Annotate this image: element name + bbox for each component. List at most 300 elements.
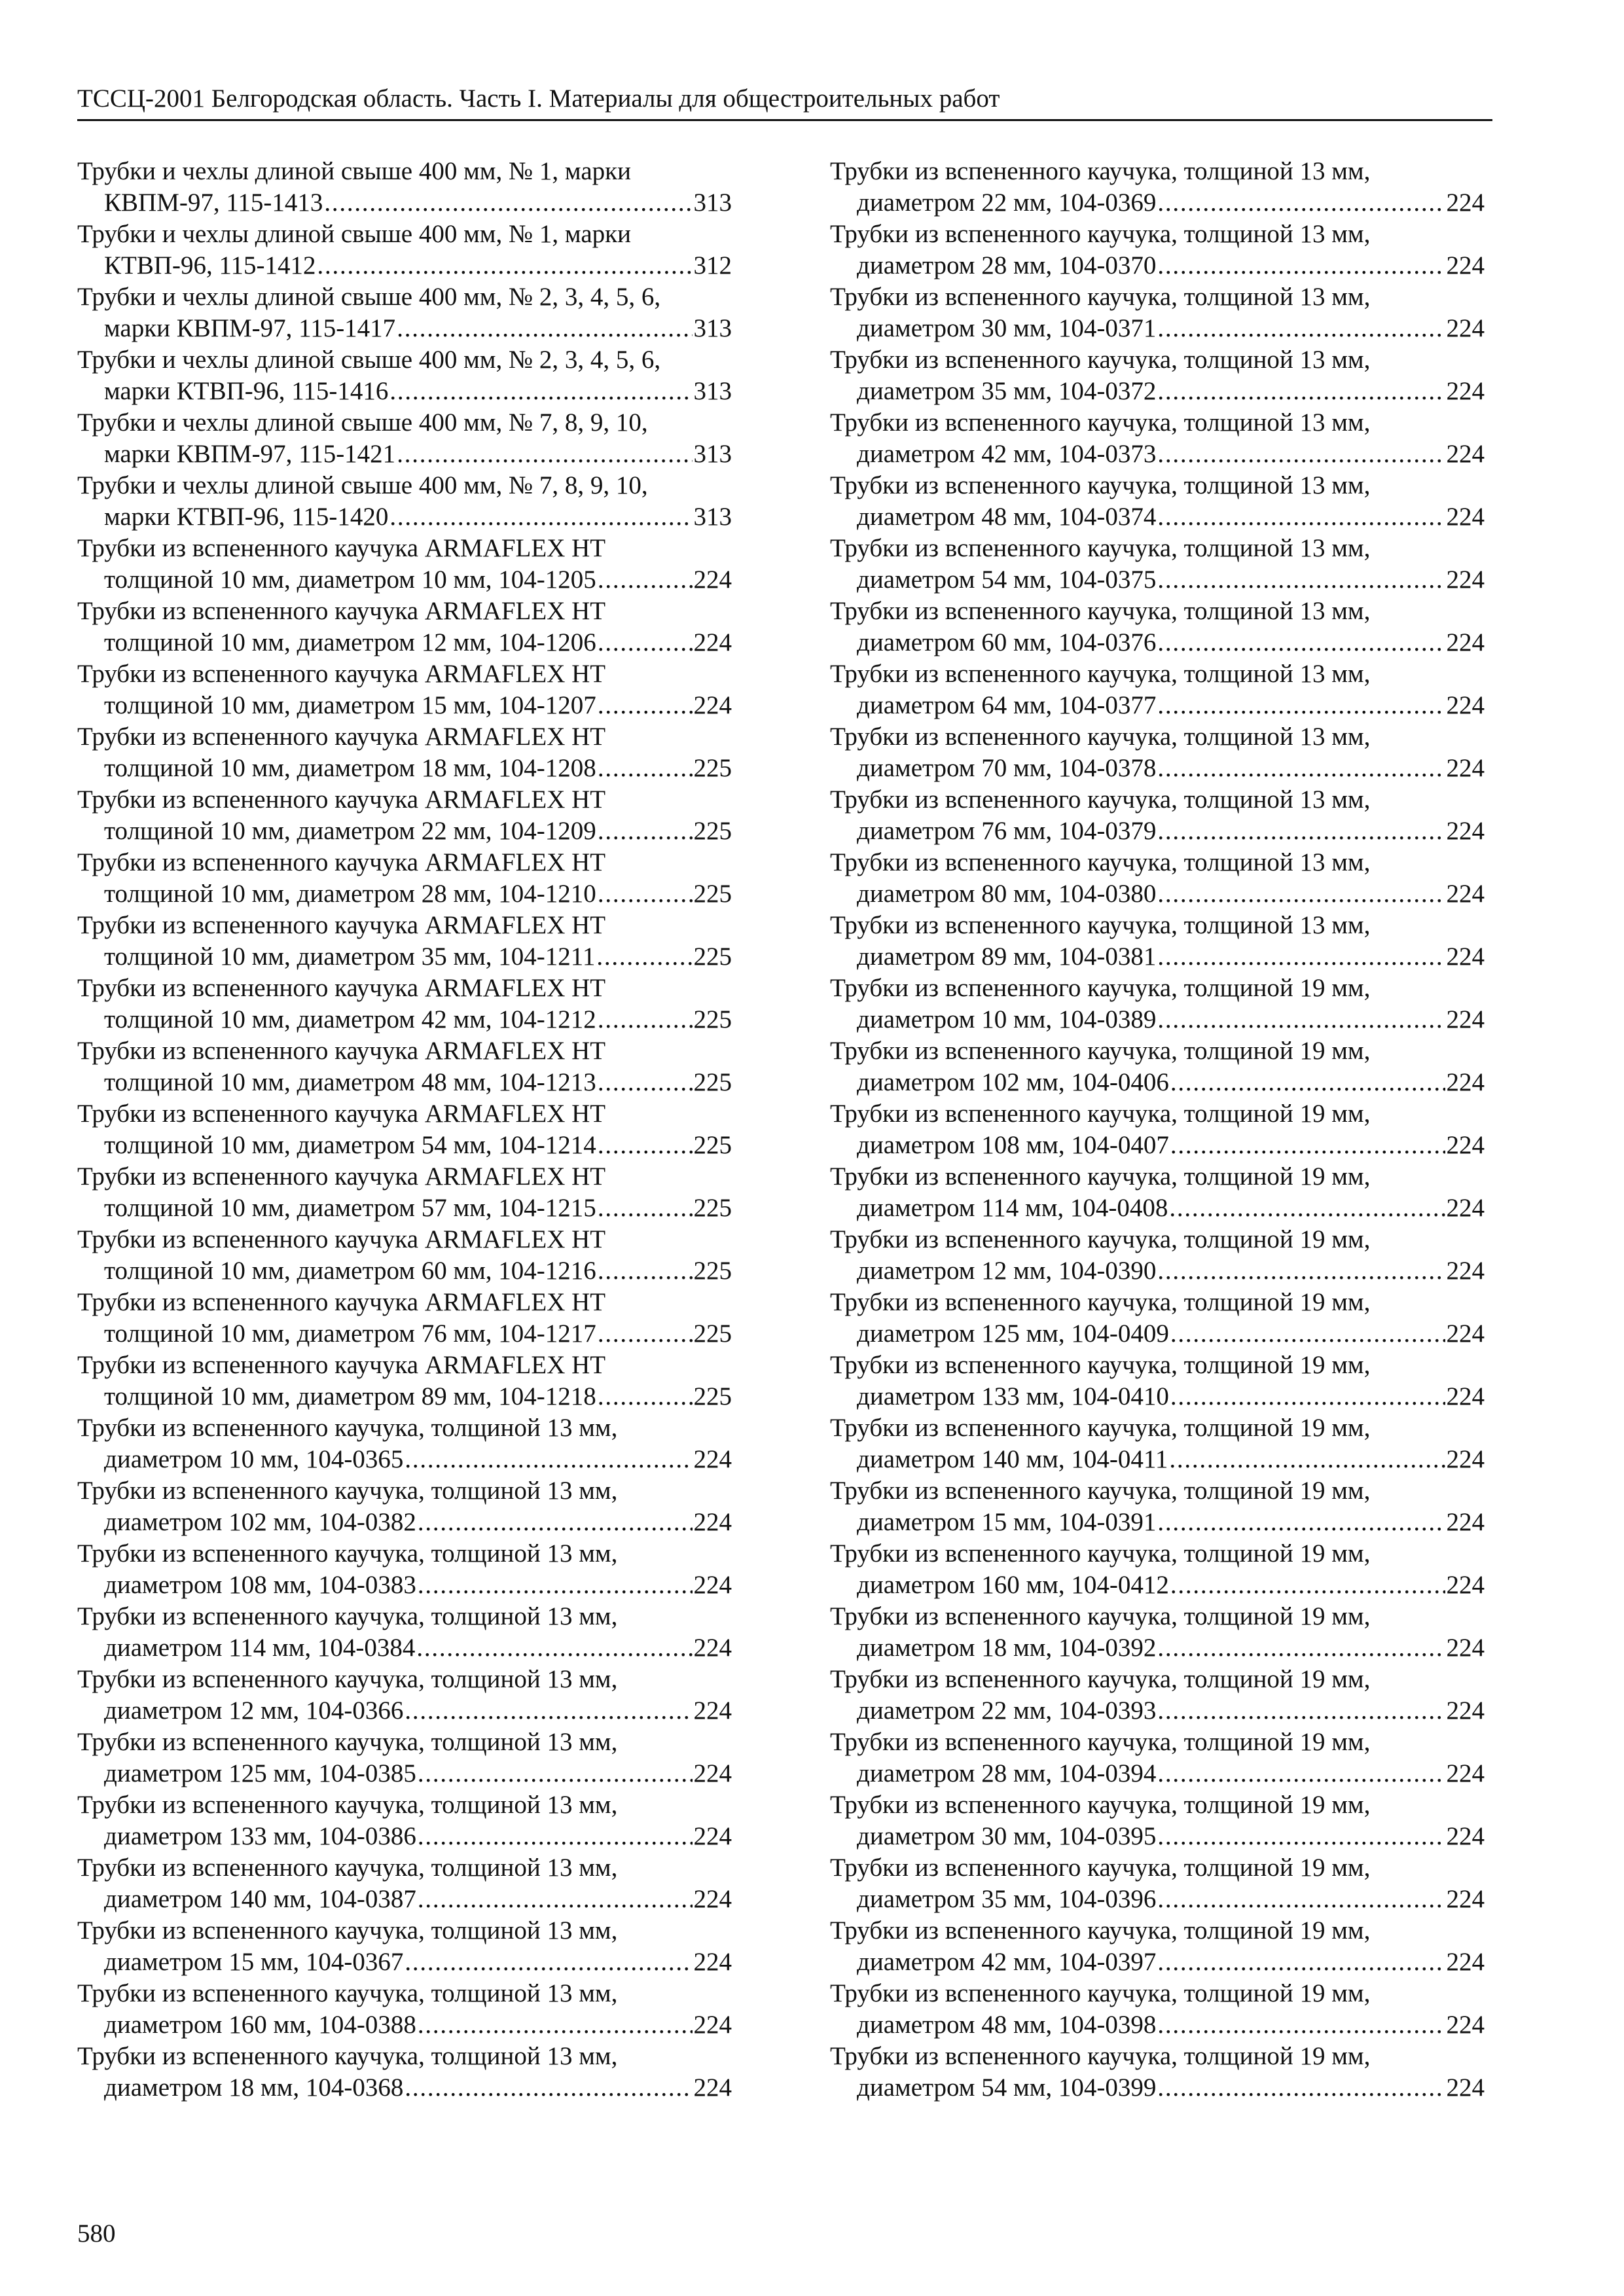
dot-leader xyxy=(1157,816,1445,847)
entry-continuation xyxy=(830,1255,1485,1287)
entry-code: марки КВПМ-97, 115-1417 xyxy=(104,314,396,342)
entry-title: Трубки из вспененного каучука ARMAFLEX HT xyxy=(77,1162,606,1191)
entry-code: диаметром 140 мм, 104-0387 xyxy=(104,1885,416,1913)
entry-title: Трубки из вспененного каучука, толщиной 13 мм, xyxy=(77,2042,618,2070)
entry-page-ref: 224 xyxy=(693,1445,732,1473)
entry-page-ref: 224 xyxy=(1446,1445,1485,1473)
index-entry xyxy=(77,1664,732,1727)
entry-code: диаметром 64 мм, 104-0377 xyxy=(857,691,1157,719)
dot-leader xyxy=(598,1067,693,1098)
entry-page-ref: 224 xyxy=(1446,1948,1485,1976)
index-entry xyxy=(830,219,1485,281)
entry-title: Трубки из вспененного каучука, толщиной 13 мм, xyxy=(830,220,1371,248)
entry-continuation xyxy=(77,187,732,219)
entry-code: толщиной 10 мм, диаметром 60 мм, 104-1216 xyxy=(104,1257,596,1285)
dot-leader xyxy=(1157,1255,1445,1287)
entry-continuation xyxy=(77,1381,732,1412)
entry-title: Трубки из вспененного каучука ARMAFLEX HT xyxy=(77,974,606,1002)
entry-code: КВПМ-97, 115-1413 xyxy=(104,188,323,217)
entry-continuation xyxy=(830,878,1485,910)
entry-continuation xyxy=(77,376,732,407)
entry-page-ref: 224 xyxy=(1446,377,1485,405)
entry-title: Трубки из вспененного каучука ARMAFLEX HT xyxy=(77,1037,606,1065)
entry-page-ref: 224 xyxy=(1446,1696,1485,1725)
entry-title: Трубки из вспененного каучука ARMAFLEX HT xyxy=(77,660,606,688)
index-entry xyxy=(830,658,1485,721)
index-entry xyxy=(77,1098,732,1161)
dot-leader xyxy=(1170,1130,1445,1161)
entry-page-ref: 224 xyxy=(1446,1759,1485,1787)
entry-page-ref: 224 xyxy=(693,1508,732,1536)
entry-title: Трубки из вспененного каучука, толщиной 13 мм, xyxy=(77,1791,618,1819)
entry-title: Трубки из вспененного каучука, толщиной 13 мм, xyxy=(77,1728,618,1756)
index-entry xyxy=(830,596,1485,658)
dot-leader xyxy=(1170,1381,1445,1412)
index-entry xyxy=(77,784,732,847)
entry-continuation xyxy=(830,690,1485,721)
index-entry xyxy=(830,1035,1485,1098)
entry-continuation xyxy=(77,439,732,470)
entry-page-ref: 224 xyxy=(1446,1068,1485,1096)
entry-continuation xyxy=(830,376,1485,407)
page-number: 580 xyxy=(77,2219,116,2248)
index-entry xyxy=(830,533,1485,596)
entry-continuation xyxy=(77,1193,732,1224)
index-entry xyxy=(830,1789,1485,1852)
entry-code: толщиной 10 мм, диаметром 15 мм, 104-1207 xyxy=(104,691,596,719)
entry-page-ref: 224 xyxy=(1446,1822,1485,1850)
entry-continuation xyxy=(830,1318,1485,1350)
entry-continuation xyxy=(77,1946,732,1978)
entry-page-ref: 224 xyxy=(693,2073,732,2102)
entry-page-ref: 313 xyxy=(693,503,732,531)
entry-code: диаметром 28 мм, 104-0394 xyxy=(857,1759,1157,1787)
index-entry xyxy=(77,1538,732,1601)
entry-title: Трубки из вспененного каучука, толщиной 13 мм, xyxy=(830,471,1371,499)
index-entry xyxy=(77,533,732,596)
entry-code: марки КВПМ-97, 115-1421 xyxy=(104,440,396,468)
entry-title: Трубки из вспененного каучука, толщиной 13 мм, xyxy=(830,534,1371,562)
entry-page-ref: 224 xyxy=(1446,503,1485,531)
entry-page-ref: 224 xyxy=(1446,1005,1485,1033)
entry-code: диаметром 60 мм, 104-0376 xyxy=(857,628,1157,656)
dot-leader xyxy=(1157,878,1445,910)
dot-leader xyxy=(598,878,693,910)
entry-code: диаметром 133 мм, 104-0410 xyxy=(857,1382,1169,1410)
entry-code: диаметром 18 мм, 104-0392 xyxy=(857,1634,1157,1662)
entry-title: Трубки из вспененного каучука, толщиной 19 мм, xyxy=(830,1414,1371,1442)
entry-title: Трубки и чехлы длиной свыше 400 мм, № 2, 3, 4, 5, 6, xyxy=(77,346,661,374)
entry-continuation xyxy=(77,1067,732,1098)
entry-code: толщиной 10 мм, диаметром 22 мм, 104-1209 xyxy=(104,817,596,845)
dot-leader xyxy=(598,816,693,847)
dot-leader xyxy=(418,1507,693,1538)
dot-leader xyxy=(598,564,693,596)
entry-code: толщиной 10 мм, диаметром 89 мм, 104-1218 xyxy=(104,1382,596,1410)
index-entry xyxy=(830,1664,1485,1727)
entry-code: диаметром 12 мм, 104-0366 xyxy=(104,1696,404,1725)
entry-page-ref: 225 xyxy=(693,817,732,845)
entry-code: диаметром 160 мм, 104-0388 xyxy=(104,2011,416,2039)
entry-continuation xyxy=(830,1884,1485,1915)
dot-leader xyxy=(1157,1758,1445,1789)
entry-code: диаметром 89 мм, 104-0381 xyxy=(857,942,1157,971)
entry-page-ref: 225 xyxy=(693,754,732,782)
entry-code: диаметром 30 мм, 104-0371 xyxy=(857,314,1157,342)
dot-leader xyxy=(598,1255,693,1287)
entry-continuation xyxy=(77,564,732,596)
dot-leader xyxy=(1157,564,1445,596)
dot-leader xyxy=(317,250,693,281)
entry-code: диаметром 35 мм, 104-0396 xyxy=(857,1885,1157,1913)
entry-code: диаметром 12 мм, 104-0390 xyxy=(857,1257,1157,1285)
entry-code: диаметром 70 мм, 104-0378 xyxy=(857,754,1157,782)
index-entry xyxy=(830,470,1485,533)
dot-leader xyxy=(598,753,693,784)
dot-leader xyxy=(1157,627,1445,658)
entry-page-ref: 224 xyxy=(1446,691,1485,719)
entry-title: Трубки и чехлы длиной свыше 400 мм, № 7, 8, 9, 10, xyxy=(77,408,648,437)
entry-page-ref: 224 xyxy=(693,1634,732,1662)
entry-page-ref: 224 xyxy=(1446,1257,1485,1285)
dot-leader xyxy=(405,1946,692,1978)
entry-title: Трубки из вспененного каучука, толщиной 13 мм, xyxy=(77,1665,618,1693)
entry-continuation xyxy=(77,1004,732,1035)
entry-page-ref: 224 xyxy=(693,1885,732,1913)
entry-code: диаметром 54 мм, 104-0375 xyxy=(857,565,1157,594)
entry-title: Трубки из вспененного каучука, толщиной 13 мм, xyxy=(830,157,1371,185)
entry-code: диаметром 22 мм, 104-0369 xyxy=(857,188,1157,217)
index-entry xyxy=(830,1098,1485,1161)
dot-leader xyxy=(1170,1067,1445,1098)
index-entry xyxy=(830,1350,1485,1412)
entry-page-ref: 225 xyxy=(693,1131,732,1159)
dot-leader xyxy=(1169,1444,1445,1475)
entry-page-ref: 224 xyxy=(1446,2073,1485,2102)
index-entry xyxy=(830,721,1485,784)
entry-continuation xyxy=(830,1004,1485,1035)
entry-page-ref: 312 xyxy=(693,251,732,279)
index-entry xyxy=(77,847,732,910)
index-entry xyxy=(830,1601,1485,1664)
entry-code: толщиной 10 мм, диаметром 76 мм, 104-1217 xyxy=(104,1319,596,1348)
entry-continuation xyxy=(77,816,732,847)
entry-continuation xyxy=(77,2009,732,2041)
entry-continuation xyxy=(830,753,1485,784)
entry-page-ref: 224 xyxy=(1446,188,1485,217)
entry-title: Трубки из вспененного каучука, толщиной 19 мм, xyxy=(830,1100,1371,1128)
entry-title: Трубки и чехлы длиной свыше 400 мм, № 1, марки xyxy=(77,157,631,185)
entry-continuation xyxy=(830,1632,1485,1664)
index-entry xyxy=(830,407,1485,470)
index-entry xyxy=(77,658,732,721)
index-entry xyxy=(830,1287,1485,1350)
index-entry xyxy=(77,1727,732,1789)
entry-title: Трубки из вспененного каучука, толщиной 19 мм, xyxy=(830,1539,1371,1568)
dot-leader xyxy=(416,1632,692,1664)
entry-continuation xyxy=(830,439,1485,470)
index-entry xyxy=(77,1601,732,1664)
entry-page-ref: 224 xyxy=(1446,251,1485,279)
entry-page-ref: 224 xyxy=(693,1822,732,1850)
index-entry xyxy=(77,1412,732,1475)
index-entry xyxy=(77,344,732,407)
entry-continuation xyxy=(830,187,1485,219)
dot-leader xyxy=(1157,2072,1445,2104)
entry-continuation xyxy=(830,1946,1485,1978)
dot-leader xyxy=(598,627,693,658)
index-entry xyxy=(77,407,732,470)
index-entry xyxy=(830,1727,1485,1789)
entry-page-ref: 224 xyxy=(1446,314,1485,342)
entry-title: Трубки из вспененного каучука ARMAFLEX HT xyxy=(77,534,606,562)
dot-leader xyxy=(1157,1946,1445,1978)
dot-leader xyxy=(1157,753,1445,784)
entry-page-ref: 224 xyxy=(693,1759,732,1787)
entry-title: Трубки и чехлы длиной свыше 400 мм, № 2, 3, 4, 5, 6, xyxy=(77,283,661,311)
entry-continuation xyxy=(77,1821,732,1852)
entry-code: диаметром 30 мм, 104-0395 xyxy=(857,1822,1157,1850)
dot-leader xyxy=(598,1318,693,1350)
entry-page-ref: 224 xyxy=(1446,1194,1485,1222)
index-entry xyxy=(830,156,1485,219)
dot-leader xyxy=(418,2009,693,2041)
entry-title: Трубки из вспененного каучука, толщиной 13 мм, xyxy=(77,1477,618,1505)
index-entry xyxy=(830,1978,1485,2041)
entry-page-ref: 224 xyxy=(1446,942,1485,971)
running-header: ТССЦ-2001 Белгородская область. Часть I. Материалы для общестроительных работ xyxy=(77,84,1000,113)
entry-title: Трубки из вспененного каучука, толщиной 19 мм, xyxy=(830,1477,1371,1505)
index-entry xyxy=(77,910,732,973)
index-entry xyxy=(830,1161,1485,1224)
entry-continuation xyxy=(830,1381,1485,1412)
entry-page-ref: 225 xyxy=(693,880,732,908)
dot-leader xyxy=(1157,313,1445,344)
index-entry xyxy=(830,1412,1485,1475)
entry-continuation xyxy=(830,1821,1485,1852)
entry-code: толщиной 10 мм, диаметром 57 мм, 104-1215 xyxy=(104,1194,596,1222)
entry-page-ref: 224 xyxy=(1446,817,1485,845)
entry-page-ref: 224 xyxy=(1446,1634,1485,1662)
entry-page-ref: 224 xyxy=(693,1571,732,1599)
entry-title: Трубки из вспененного каучука, толщиной 19 мм, xyxy=(830,1602,1371,1630)
entry-continuation xyxy=(77,878,732,910)
dot-leader xyxy=(1157,1507,1445,1538)
entry-title: Трубки из вспененного каучука ARMAFLEX HT xyxy=(77,597,606,625)
index-entry xyxy=(830,910,1485,973)
entry-page-ref: 224 xyxy=(1446,1508,1485,1536)
header-rule xyxy=(77,119,1492,121)
entry-title: Трубки из вспененного каучука ARMAFLEX HT xyxy=(77,1351,606,1379)
dot-leader xyxy=(405,2072,692,2104)
entry-title: Трубки из вспененного каучука, толщиной 13 мм, xyxy=(830,597,1371,625)
entry-title: Трубки из вспененного каучука, толщиной 19 мм, xyxy=(830,974,1371,1002)
index-column-right xyxy=(830,156,1485,2104)
entry-page-ref: 313 xyxy=(693,377,732,405)
index-entry xyxy=(77,1978,732,2041)
dot-leader xyxy=(1157,250,1445,281)
entry-continuation xyxy=(830,1695,1485,1727)
entry-code: толщиной 10 мм, диаметром 18 мм, 104-1208 xyxy=(104,754,596,782)
entry-title: Трубки из вспененного каучука, толщиной 19 мм, xyxy=(830,1854,1371,1882)
index-entry xyxy=(830,784,1485,847)
index-entry xyxy=(830,1475,1485,1538)
dot-leader xyxy=(418,1758,693,1789)
entry-page-ref: 224 xyxy=(693,565,732,594)
entry-title: Трубки и чехлы длиной свыше 400 мм, № 7, 8, 9, 10, xyxy=(77,471,648,499)
entry-code: толщиной 10 мм, диаметром 42 мм, 104-1212 xyxy=(104,1005,596,1033)
entry-continuation xyxy=(77,1884,732,1915)
entry-page-ref: 313 xyxy=(693,314,732,342)
dot-leader xyxy=(1157,187,1445,219)
dot-leader xyxy=(418,1570,693,1601)
entry-code: диаметром 54 мм, 104-0399 xyxy=(857,2073,1157,2102)
entry-title: Трубки из вспененного каучука ARMAFLEX HT xyxy=(77,785,606,814)
entry-code: диаметром 22 мм, 104-0393 xyxy=(857,1696,1157,1725)
entry-page-ref: 224 xyxy=(693,1948,732,1976)
dot-leader xyxy=(324,187,692,219)
entry-title: Трубки из вспененного каучука, толщиной 19 мм, xyxy=(830,1665,1371,1693)
entry-title: Трубки из вспененного каучука ARMAFLEX HT xyxy=(77,1100,606,1128)
entry-continuation xyxy=(77,313,732,344)
entry-code: диаметром 114 мм, 104-0384 xyxy=(104,1634,416,1662)
dot-leader xyxy=(1157,1695,1445,1727)
entry-code: диаметром 76 мм, 104-0379 xyxy=(857,817,1157,845)
entry-code: диаметром 133 мм, 104-0386 xyxy=(104,1822,416,1850)
entry-continuation xyxy=(77,1130,732,1161)
entry-continuation xyxy=(77,501,732,533)
entry-continuation xyxy=(830,2009,1485,2041)
entry-title: Трубки из вспененного каучука ARMAFLEX HT xyxy=(77,1225,606,1253)
entry-page-ref: 225 xyxy=(693,1319,732,1348)
index-entry xyxy=(830,2041,1485,2104)
entry-title: Трубки из вспененного каучука, толщиной 13 мм, xyxy=(77,1539,618,1568)
index-entry xyxy=(77,156,732,219)
dot-leader xyxy=(598,1381,693,1412)
entry-continuation xyxy=(830,941,1485,973)
index-entry xyxy=(77,281,732,344)
entry-page-ref: 225 xyxy=(693,1005,732,1033)
entry-title: Трубки из вспененного каучука ARMAFLEX HT xyxy=(77,1288,606,1316)
index-entry xyxy=(77,1789,732,1852)
index-entry xyxy=(830,1538,1485,1601)
entry-title: Трубки из вспененного каучука, толщиной 19 мм, xyxy=(830,2042,1371,2070)
entry-title: Трубки из вспененного каучука, толщиной 13 мм, xyxy=(830,723,1371,751)
entry-code: диаметром 28 мм, 104-0370 xyxy=(857,251,1157,279)
entry-continuation xyxy=(830,313,1485,344)
entry-page-ref: 313 xyxy=(693,440,732,468)
entry-page-ref: 224 xyxy=(1446,880,1485,908)
entry-code: диаметром 48 мм, 104-0374 xyxy=(857,503,1157,531)
entry-code: толщиной 10 мм, диаметром 10 мм, 104-1205 xyxy=(104,565,596,594)
entry-page-ref: 224 xyxy=(1446,1571,1485,1599)
entry-continuation xyxy=(830,2072,1485,2104)
entry-continuation xyxy=(77,627,732,658)
dot-leader xyxy=(1169,1193,1445,1224)
index-entry xyxy=(830,973,1485,1035)
entry-title: Трубки из вспененного каучука, толщиной 19 мм, xyxy=(830,1791,1371,1819)
dot-leader xyxy=(418,1884,693,1915)
entry-code: диаметром 18 мм, 104-0368 xyxy=(104,2073,404,2102)
dot-leader xyxy=(1157,501,1445,533)
entry-continuation xyxy=(77,941,732,973)
entry-page-ref: 225 xyxy=(693,1257,732,1285)
entry-page-ref: 224 xyxy=(1446,2011,1485,2039)
entry-code: диаметром 42 мм, 104-0373 xyxy=(857,440,1157,468)
entry-code: толщиной 10 мм, диаметром 28 мм, 104-1210 xyxy=(104,880,596,908)
entry-page-ref: 224 xyxy=(1446,440,1485,468)
dot-leader xyxy=(1157,1821,1445,1852)
entry-continuation xyxy=(830,1193,1485,1224)
entry-continuation xyxy=(830,501,1485,533)
index-entry xyxy=(830,344,1485,407)
entry-continuation xyxy=(77,1318,732,1350)
entry-continuation xyxy=(77,1507,732,1538)
index-column-left xyxy=(77,156,732,2104)
entry-continuation xyxy=(77,2072,732,2104)
entry-continuation xyxy=(830,1758,1485,1789)
entry-page-ref: 224 xyxy=(693,1696,732,1725)
entry-code: диаметром 140 мм, 104-0411 xyxy=(857,1445,1168,1473)
dot-leader xyxy=(1157,439,1445,470)
entry-code: диаметром 35 мм, 104-0372 xyxy=(857,377,1157,405)
entry-continuation xyxy=(77,250,732,281)
entry-page-ref: 224 xyxy=(1446,1382,1485,1410)
dot-leader xyxy=(405,1444,692,1475)
entry-continuation xyxy=(830,1444,1485,1475)
entry-title: Трубки из вспененного каучука, толщиной 19 мм, xyxy=(830,1288,1371,1316)
entry-code: диаметром 42 мм, 104-0397 xyxy=(857,1948,1157,1976)
dot-leader xyxy=(1157,1884,1445,1915)
entry-page-ref: 225 xyxy=(693,1068,732,1096)
dot-leader xyxy=(389,376,692,407)
entry-title: Трубки из вспененного каучука, толщиной 13 мм, xyxy=(830,346,1371,374)
entry-continuation xyxy=(77,1632,732,1664)
entry-code: диаметром 125 мм, 104-0385 xyxy=(104,1759,416,1787)
entry-code: диаметром 15 мм, 104-0367 xyxy=(104,1948,404,1976)
entry-title: Трубки и чехлы длиной свыше 400 мм, № 1, марки xyxy=(77,220,631,248)
entry-continuation xyxy=(77,1695,732,1727)
entry-code: толщиной 10 мм, диаметром 54 мм, 104-1214 xyxy=(104,1131,596,1159)
entry-continuation xyxy=(77,1255,732,1287)
entry-continuation xyxy=(830,1507,1485,1538)
dot-leader xyxy=(1157,1004,1445,1035)
index-entry xyxy=(830,1224,1485,1287)
entry-code: диаметром 160 мм, 104-0412 xyxy=(857,1571,1169,1599)
index-entry xyxy=(77,470,732,533)
entry-title: Трубки из вспененного каучука, толщиной 13 мм, xyxy=(830,848,1371,876)
entry-title: Трубки из вспененного каучука, толщиной 13 мм, xyxy=(77,1854,618,1882)
dot-leader xyxy=(389,501,692,533)
entry-code: толщиной 10 мм, диаметром 48 мм, 104-1213 xyxy=(104,1068,596,1096)
entry-page-ref: 225 xyxy=(693,942,732,971)
entry-page-ref: 224 xyxy=(1446,1131,1485,1159)
index-entry xyxy=(77,1350,732,1412)
index-entry xyxy=(830,1852,1485,1915)
index-entry xyxy=(77,1224,732,1287)
entry-title: Трубки из вспененного каучука, толщиной 13 мм, xyxy=(77,1602,618,1630)
dot-leader xyxy=(598,690,693,721)
entry-title: Трубки из вспененного каучука, толщиной 19 мм, xyxy=(830,1916,1371,1945)
entry-code: диаметром 10 мм, 104-0389 xyxy=(857,1005,1157,1033)
dot-leader xyxy=(596,941,692,973)
entry-title: Трубки из вспененного каучука, толщиной 13 мм, xyxy=(830,283,1371,311)
index-entry xyxy=(830,281,1485,344)
index-entry xyxy=(77,596,732,658)
entry-continuation xyxy=(830,627,1485,658)
entry-continuation xyxy=(77,753,732,784)
entry-code: диаметром 125 мм, 104-0409 xyxy=(857,1319,1169,1348)
